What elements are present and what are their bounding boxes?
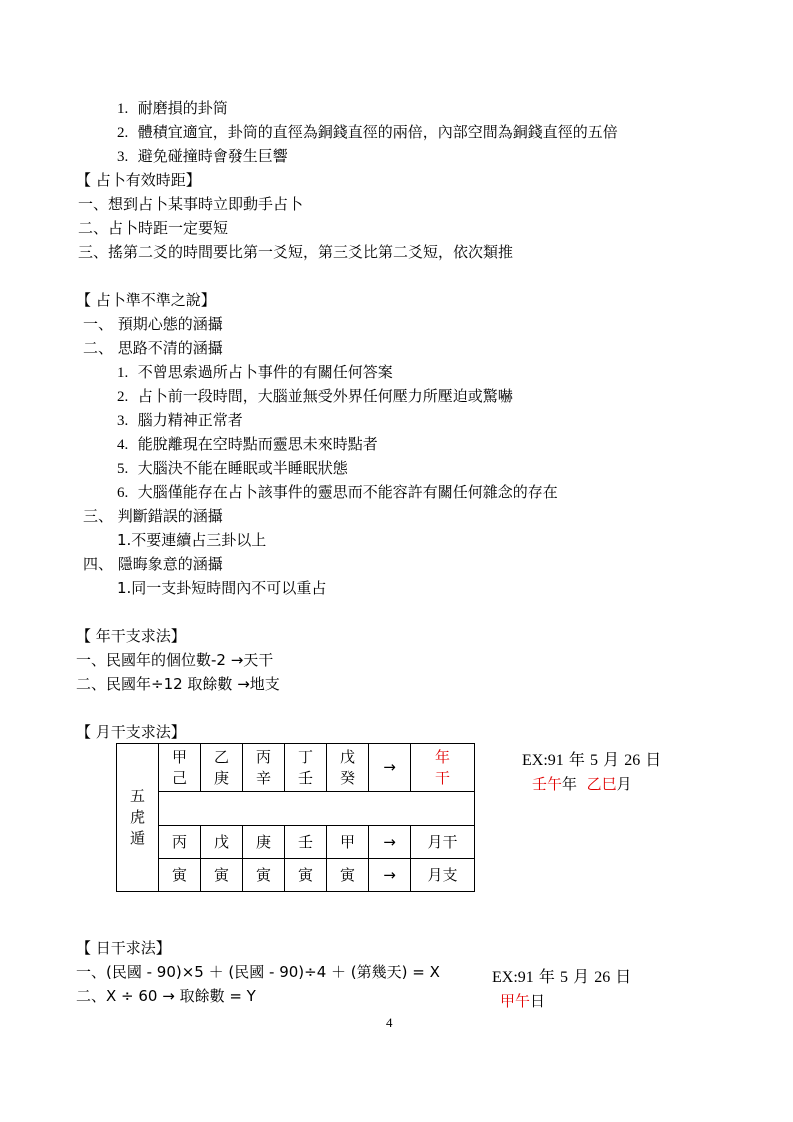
list-item: 二、占卜時距一定要短 xyxy=(78,219,229,237)
list-item xyxy=(117,98,228,119)
example-result: 甲午日 xyxy=(500,992,546,1010)
section-heading: 【 占卜有效時距】 xyxy=(76,171,201,189)
row-label: 月干 xyxy=(411,826,475,859)
page-number: 4 xyxy=(386,1015,393,1030)
label-char: 遁 xyxy=(129,829,145,847)
example-result: 壬午年 乙巳月 xyxy=(532,775,632,793)
table-cell: 壬 xyxy=(285,826,327,859)
list-item: 四、 隱晦象意的涵攝 xyxy=(83,555,223,573)
year-stem-cell: 年 干 xyxy=(411,744,475,792)
item-text: 大腦僅能存在占卜該事件的靈思而不能容許有關任何雜念的存在 xyxy=(137,483,558,501)
list-item: 一、想到占卜某事時立即動手占卜 xyxy=(78,195,304,213)
list-item xyxy=(117,458,348,479)
table-cell: 丙 辛 xyxy=(243,744,285,792)
item-number: 6. xyxy=(117,485,129,501)
item-number: 4. xyxy=(117,437,129,453)
section-heading: 【 占卜準不準之說】 xyxy=(76,291,216,309)
list-item xyxy=(117,386,513,407)
list-item xyxy=(117,482,558,503)
item-number: 5. xyxy=(117,461,129,477)
list-item xyxy=(117,434,378,455)
table-cell: 寅 xyxy=(327,859,369,892)
table-label xyxy=(117,744,159,892)
item-text: 避免碰撞時會發生巨響 xyxy=(137,147,288,165)
item-text: 能脫離現在空時點而靈思未來時點者 xyxy=(137,435,378,453)
table-cell: 戊 xyxy=(201,826,243,859)
list-item: 二、X ÷ 60 → 取餘數 = Y xyxy=(76,987,256,1005)
arrow-cell: → xyxy=(369,744,411,792)
list-item: 一、(民國 - 90)×5 ＋ (民國 - 90)÷4 ＋ (第幾天) = X xyxy=(76,963,440,981)
label-char: 五 xyxy=(129,787,145,805)
section-heading: 【 月干支求法】 xyxy=(76,723,186,741)
list-item: 一、 預期心態的涵攝 xyxy=(83,315,223,333)
table-cell: 庚 xyxy=(243,826,285,859)
section-heading: 【 年干支求法】 xyxy=(76,627,186,645)
table-cell: 乙 庚 xyxy=(201,744,243,792)
list-item: 1.同一支卦短時間內不可以重占 xyxy=(117,579,327,597)
list-item xyxy=(117,410,243,431)
list-item xyxy=(117,146,288,167)
arrow-cell: → xyxy=(369,826,411,859)
list-item: 一、民國年的個位數-2 →天干 xyxy=(76,651,274,669)
row-label: 月支 xyxy=(411,859,475,892)
table-cell: 寅 xyxy=(159,859,201,892)
list-item: 二、 思路不清的涵攝 xyxy=(83,339,223,357)
example-date: EX:91 年 5 月 26 日 xyxy=(522,750,662,769)
list-item: 三、 判斷錯誤的涵攝 xyxy=(83,507,223,525)
table-cell: 寅 xyxy=(201,859,243,892)
table-cell: 丁 壬 xyxy=(285,744,327,792)
list-item: 三、搖第二爻的時間要比第一爻短，第三爻比第二爻短，依次類推 xyxy=(78,243,514,261)
item-number: 2. xyxy=(117,389,129,405)
table-cell: 甲 己 xyxy=(159,744,201,792)
table-cell: 甲 xyxy=(327,826,369,859)
table-cell: 寅 xyxy=(243,859,285,892)
list-item: 1.不要連續占三卦以上 xyxy=(117,531,267,549)
item-number: 3. xyxy=(117,413,129,429)
empty-row xyxy=(159,792,475,826)
item-text: 腦力精神正常者 xyxy=(137,411,243,429)
list-item: 二、民國年÷12 取餘數 →地支 xyxy=(76,675,280,693)
example-date: EX:91 年 5 月 26 日 xyxy=(492,967,632,986)
item-text: 體積宜適宜，卦筒的直徑為銅錢直徑的兩倍，內部空間為銅錢直徑的五倍 xyxy=(137,123,618,141)
item-number: 2. xyxy=(117,125,129,141)
table-cell: 戊 癸 xyxy=(327,744,369,792)
arrow-cell: → xyxy=(369,859,411,892)
table-cell: 寅 xyxy=(285,859,327,892)
section-heading: 【 日干求法】 xyxy=(76,939,171,957)
item-text: 不曾思索過所占卜事件的有關任何答案 xyxy=(137,363,393,381)
table-cell: 丙 xyxy=(159,826,201,859)
list-item xyxy=(117,122,618,143)
item-text: 占卜前一段時間，大腦並無受外界任何壓力所壓迫或驚嚇 xyxy=(137,387,513,405)
item-text: 大腦決不能在睡眠或半睡眠狀態 xyxy=(137,459,348,477)
item-number: 3. xyxy=(117,149,129,165)
list-item xyxy=(117,362,393,383)
five-tiger-table xyxy=(116,743,475,892)
item-number: 1. xyxy=(117,365,129,381)
label-char: 虎 xyxy=(129,808,145,826)
item-number: 1. xyxy=(117,101,129,117)
item-text: 耐磨損的卦筒 xyxy=(137,99,228,117)
